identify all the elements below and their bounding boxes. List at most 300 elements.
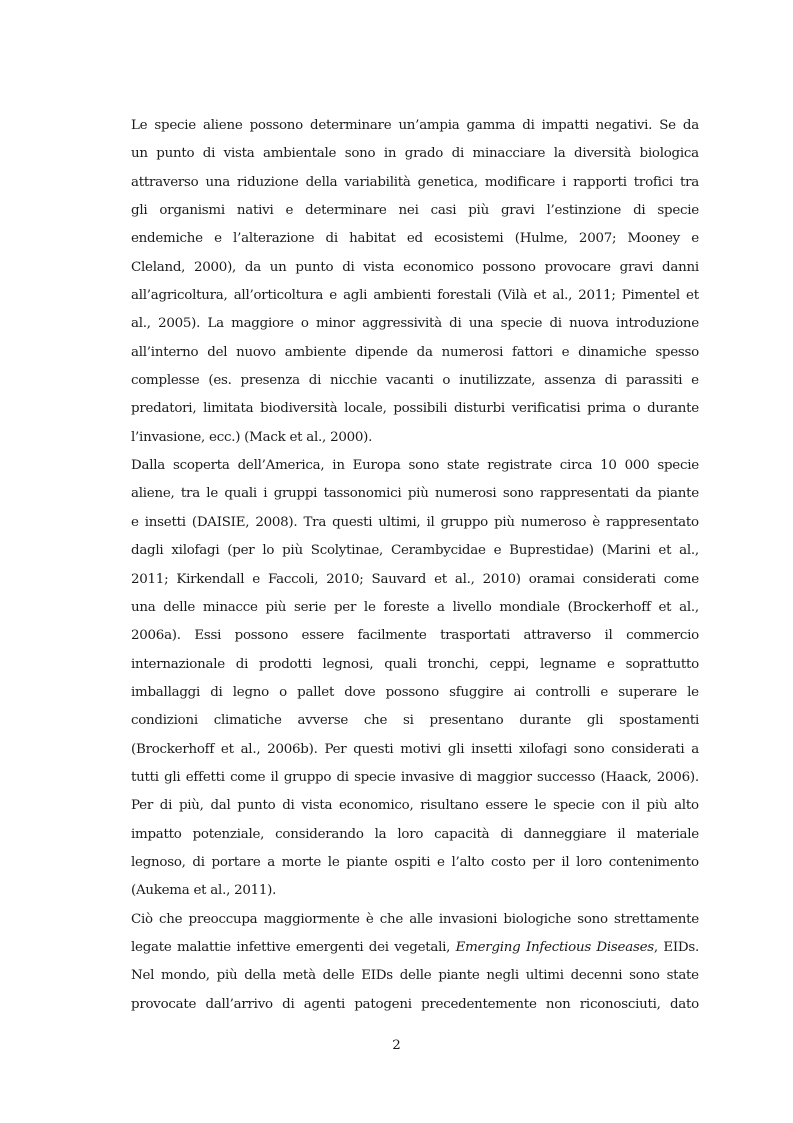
- word: tra: [180, 486, 200, 502]
- word: rappresentato: [606, 514, 699, 530]
- word: come: [663, 571, 699, 587]
- word: e: [329, 288, 337, 304]
- word: nuovo: [236, 344, 276, 360]
- text-line: [131, 282, 699, 310]
- word: metà: [282, 968, 316, 984]
- word: Sauvard: [371, 571, 427, 587]
- word: e: [437, 854, 445, 870]
- word: un: [131, 146, 148, 162]
- word: specie: [500, 316, 543, 332]
- word: un: [269, 259, 287, 275]
- word: portare: [211, 854, 261, 870]
- word: o: [442, 373, 451, 389]
- word: riconosciuti,: [579, 996, 661, 1012]
- word: La: [207, 316, 224, 332]
- word: contenimento: [608, 854, 699, 870]
- word: nei: [398, 203, 419, 219]
- word: considerati: [582, 571, 656, 587]
- word: alto: [674, 798, 699, 814]
- word: biologiche: [503, 911, 572, 927]
- word: dell’America,: [237, 458, 325, 474]
- word: al.,: [552, 288, 573, 304]
- word: complesse: [131, 373, 200, 389]
- word: 2011;: [578, 288, 616, 304]
- text-line: [131, 651, 699, 679]
- word: ambientale: [263, 146, 337, 162]
- word: trofici: [633, 174, 673, 190]
- word: ceppi,: [489, 656, 530, 672]
- word: prodotti: [258, 656, 312, 672]
- word: come: [230, 769, 266, 785]
- word: locale,: [344, 401, 387, 417]
- word: nativi: [236, 203, 274, 219]
- word: mondiale: [499, 599, 560, 615]
- word: un’ampia: [398, 118, 460, 133]
- text-line: [131, 849, 699, 877]
- word: più: [468, 203, 489, 219]
- word: l’alto: [451, 854, 485, 870]
- word: di: [210, 684, 223, 700]
- word: che: [363, 713, 388, 729]
- word: registrate: [487, 458, 552, 474]
- word: dove: [344, 684, 376, 700]
- word: climatiche: [213, 713, 282, 729]
- word: di: [459, 769, 472, 785]
- word: di: [522, 118, 535, 133]
- line-part: legate malattie infettive emergenti dei vegetali,: [131, 939, 451, 955]
- word: Cerambycidae: [390, 543, 486, 559]
- word: invasive: [400, 769, 455, 785]
- word: avverse: [297, 713, 349, 729]
- word: i: [562, 174, 567, 190]
- word: da: [244, 259, 261, 275]
- word: maggiormente: [263, 911, 360, 927]
- word: condizioni: [131, 713, 198, 729]
- word: in: [383, 146, 397, 162]
- word: dinamiche: [578, 344, 647, 360]
- word: di: [282, 798, 295, 814]
- word: i: [263, 486, 268, 502]
- word: gamma: [466, 118, 516, 133]
- word: commercio: [626, 628, 699, 644]
- word: di: [549, 316, 562, 332]
- text-line: [131, 792, 699, 820]
- word: al.,: [679, 543, 699, 559]
- word: possono: [482, 259, 536, 275]
- text-line: [131, 736, 699, 764]
- word: 2000),: [194, 259, 237, 275]
- word: forestali: [437, 288, 492, 304]
- word: capacità: [434, 826, 490, 842]
- text-line: [131, 537, 699, 565]
- word: e: [285, 203, 294, 219]
- word: gli: [447, 741, 465, 757]
- word: vista: [363, 259, 395, 275]
- word: tronchi,: [427, 656, 479, 672]
- word: legnosi,: [322, 656, 374, 672]
- word: di: [449, 316, 462, 332]
- word: Le: [131, 118, 148, 133]
- word: specie: [154, 118, 196, 133]
- word: et: [533, 288, 547, 304]
- word: vista: [301, 798, 333, 814]
- word: legno: [232, 684, 269, 700]
- word: da: [635, 486, 652, 502]
- word: delle: [399, 968, 432, 984]
- word: (Marini: [601, 543, 651, 559]
- word: il: [270, 769, 279, 785]
- word: che: [379, 911, 404, 927]
- word: 2010): [482, 571, 521, 587]
- word: (per: [227, 543, 255, 559]
- word: maggiore: [231, 316, 294, 332]
- word: predatori,: [131, 401, 197, 417]
- word: xilofagi: [171, 543, 220, 559]
- word: vista: [223, 146, 255, 162]
- word: ambiente: [284, 344, 347, 360]
- word: introduzione: [616, 316, 699, 332]
- word: all’agricoltura,: [131, 288, 228, 304]
- word: strettamente: [614, 911, 699, 927]
- word: trasportati: [440, 628, 511, 644]
- word: costo: [491, 854, 526, 870]
- word: gli: [131, 203, 148, 219]
- text-line: [131, 707, 699, 735]
- word: Nel: [131, 968, 155, 984]
- word: grado: [404, 146, 444, 162]
- word: o: [632, 401, 641, 417]
- word: organismi: [159, 203, 225, 219]
- word: successo: [537, 769, 596, 785]
- word: pallet: [297, 684, 335, 700]
- text-line: [131, 452, 699, 480]
- word: tra: [679, 174, 699, 190]
- word: variabilità: [344, 174, 411, 190]
- word: ai: [513, 684, 526, 700]
- word: al.,: [454, 571, 475, 587]
- word: al.,: [679, 599, 699, 615]
- word: di: [282, 996, 295, 1012]
- word: della: [305, 174, 338, 190]
- word: e: [214, 231, 222, 247]
- word: l’estinzione: [546, 203, 622, 219]
- word: e: [607, 656, 615, 672]
- word: più: [494, 514, 515, 530]
- word: punto: [156, 146, 195, 162]
- word: negativi.: [595, 118, 653, 133]
- word: precedentemente: [421, 996, 537, 1012]
- word: assenza: [544, 373, 596, 389]
- word: a: [267, 854, 276, 870]
- word: modificare: [484, 174, 556, 190]
- word: 2006b).: [267, 741, 318, 757]
- word: durante: [519, 713, 571, 729]
- word: lo: [262, 543, 275, 559]
- word: livello: [452, 599, 492, 615]
- word: xilofagi: [518, 741, 567, 757]
- word: serie: [293, 599, 327, 615]
- word: tassonomici: [323, 486, 402, 502]
- word: biodiversità: [260, 401, 338, 417]
- word: loro: [576, 854, 602, 870]
- word: minacciare: [472, 146, 546, 162]
- word: considerando: [275, 826, 364, 842]
- word: sono: [577, 911, 608, 927]
- word: rappresentati: [539, 486, 629, 502]
- word: questi: [353, 741, 394, 757]
- word: Cleland,: [131, 259, 186, 275]
- word: impatti: [541, 118, 589, 133]
- word: vacanti: [385, 373, 434, 389]
- word: (Brockerhoff: [567, 599, 651, 615]
- word: dipende: [355, 344, 408, 360]
- word: habitat: [349, 231, 396, 247]
- word: soprattutto: [625, 656, 699, 672]
- word: e: [691, 373, 699, 389]
- text-line: [131, 821, 699, 849]
- word: gruppo: [283, 769, 332, 785]
- word: legnoso,: [131, 854, 186, 870]
- word: a: [437, 599, 445, 615]
- word: Ciò: [131, 911, 153, 927]
- word: circa: [559, 458, 593, 474]
- word: genetica,: [417, 174, 478, 190]
- word: (DAISIE,: [191, 514, 250, 530]
- word: aliene: [203, 118, 243, 133]
- word: nuova: [569, 316, 609, 332]
- word: le: [327, 854, 340, 870]
- text-line: [131, 254, 699, 282]
- word: specie: [354, 769, 396, 785]
- word: determinare: [305, 203, 387, 219]
- word: che: [159, 911, 183, 927]
- word: dal: [210, 798, 231, 814]
- word: provocate: [131, 996, 197, 1012]
- word: et: [686, 288, 699, 304]
- word: gravi: [500, 203, 535, 219]
- word: Buprestidae): [509, 543, 594, 559]
- word: sono: [344, 146, 376, 162]
- text-line: [131, 339, 699, 367]
- word: oramai: [528, 571, 575, 587]
- word: considerati: [611, 741, 685, 757]
- word: di: [604, 373, 617, 389]
- word: piante: [346, 854, 388, 870]
- word: Per: [131, 798, 153, 814]
- word: internazionale: [131, 656, 225, 672]
- word: questi: [332, 514, 373, 530]
- text-line: l’invasione, ecc.) (Mack et al., 2000).: [131, 429, 373, 445]
- word: e: [252, 571, 260, 587]
- word: insetti: [144, 514, 186, 530]
- word: è: [592, 514, 600, 530]
- word: (es.: [208, 373, 232, 389]
- word: gruppo: [440, 514, 488, 530]
- word: biologica: [639, 146, 699, 162]
- italic-term: Emerging Infectious Diseases: [455, 939, 654, 955]
- word: all’interno: [131, 344, 199, 360]
- word: minacce: [202, 599, 258, 615]
- text-line: [131, 480, 699, 508]
- word: economico,: [338, 798, 414, 814]
- word: le: [363, 599, 376, 615]
- word: al.,: [131, 316, 151, 332]
- word: Faccoli,: [267, 571, 319, 587]
- word: la: [374, 826, 387, 842]
- word: agli: [343, 288, 368, 304]
- text-line: [131, 197, 699, 225]
- word: et: [434, 571, 447, 587]
- word: facilmente: [357, 628, 427, 644]
- word: a: [691, 741, 699, 757]
- word: e: [493, 543, 502, 559]
- word: da: [682, 118, 699, 133]
- word: 2008).: [255, 514, 298, 530]
- word: specie: [657, 458, 699, 474]
- word: di: [325, 231, 338, 247]
- word: ospiti: [394, 854, 431, 870]
- word: materiale: [636, 826, 699, 842]
- word: essere: [301, 628, 344, 644]
- word: più: [216, 968, 238, 984]
- text-line: [131, 140, 699, 168]
- word: piante: [657, 486, 699, 502]
- word: dato: [669, 996, 699, 1012]
- page-number: 2: [392, 1038, 401, 1053]
- word: ultimi,: [378, 514, 421, 530]
- word: di: [202, 146, 216, 162]
- word: specie: [553, 798, 595, 814]
- word: state: [447, 458, 480, 474]
- text-line: (Aukema et al., 2011).: [131, 883, 277, 899]
- word: danneggiare: [523, 826, 607, 842]
- word: provocare: [544, 259, 611, 275]
- word: o: [279, 684, 287, 700]
- word: delle: [163, 599, 196, 615]
- word: Se: [659, 118, 676, 133]
- word: danni: [662, 259, 699, 275]
- word: controlli: [535, 684, 591, 700]
- word: o: [300, 316, 309, 332]
- word: di: [633, 203, 646, 219]
- word: attraverso: [523, 628, 591, 644]
- word: gli: [586, 713, 604, 729]
- word: presentano: [429, 713, 504, 729]
- word: verificatisi: [511, 401, 581, 417]
- word: decenni: [570, 968, 623, 984]
- text-line: [131, 962, 699, 990]
- word: gravi: [619, 259, 654, 275]
- word: di: [342, 259, 355, 275]
- word: ambienti: [373, 288, 432, 304]
- text-line: [131, 622, 699, 650]
- word: agenti: [303, 996, 346, 1012]
- word: dagli: [131, 543, 164, 559]
- word: determinare: [310, 118, 392, 133]
- word: alle: [409, 911, 433, 927]
- word: risultano: [420, 798, 479, 814]
- word: impatto: [131, 826, 182, 842]
- word: attraverso: [131, 174, 199, 190]
- word: economico: [403, 259, 474, 275]
- word: (Hulme,: [514, 231, 568, 247]
- word: di: [159, 798, 173, 814]
- word: le: [206, 486, 219, 502]
- word: in: [332, 458, 345, 474]
- word: di: [451, 146, 464, 162]
- word: da: [416, 344, 433, 360]
- word: patogeni: [354, 996, 412, 1012]
- word: maggior: [476, 769, 532, 785]
- word: durante: [647, 401, 699, 417]
- word: del: [207, 344, 228, 360]
- word: invasioni: [438, 911, 498, 927]
- word: morte: [281, 854, 322, 870]
- word: insetti: [471, 741, 513, 757]
- word: il: [426, 514, 435, 530]
- word: dall’arrivo: [205, 996, 273, 1012]
- word: il: [631, 798, 640, 814]
- text-line: [131, 225, 699, 253]
- word: Dalla: [131, 458, 166, 474]
- word: superare: [618, 684, 677, 700]
- word: Mooney: [627, 231, 680, 247]
- text-line: [131, 594, 699, 622]
- word: il: [617, 826, 626, 842]
- word: numeroso: [520, 514, 587, 530]
- word: state: [666, 968, 699, 984]
- word: 2011;: [131, 571, 169, 587]
- word: all’orticoltura: [233, 288, 324, 304]
- word: essere: [485, 798, 528, 814]
- word: specie: [657, 203, 699, 219]
- word: 2006a).: [131, 628, 181, 644]
- word: nicchie: [330, 373, 378, 389]
- word: punto: [295, 259, 334, 275]
- text-line: [131, 991, 699, 1019]
- word: Scolytinae,: [310, 543, 384, 559]
- word: limitata: [203, 401, 254, 417]
- text-line: [131, 509, 699, 537]
- word: le: [534, 798, 547, 814]
- word: Per: [324, 741, 347, 757]
- word: quali: [224, 486, 257, 502]
- word: diversità: [574, 146, 632, 162]
- text-line: [131, 566, 699, 594]
- word: et: [658, 599, 672, 615]
- word: una: [205, 174, 230, 190]
- text-line: [131, 679, 699, 707]
- word: sono: [629, 968, 660, 984]
- text-line: [131, 367, 699, 395]
- word: Europa: [352, 458, 401, 474]
- word: negli: [486, 968, 519, 984]
- word: spostamenti: [619, 713, 699, 729]
- word: Essi: [194, 628, 222, 644]
- word: aggressività: [362, 316, 442, 332]
- word: per: [532, 854, 555, 870]
- word: gli: [164, 769, 181, 785]
- document-body: [131, 112, 699, 1019]
- word: e: [131, 514, 139, 530]
- word: ed: [406, 231, 423, 247]
- word: più: [407, 486, 429, 502]
- word: numerosi: [441, 344, 504, 360]
- word: più: [265, 599, 287, 615]
- word: Tra: [303, 514, 327, 530]
- word: di: [192, 854, 205, 870]
- word: 2010;: [326, 571, 364, 587]
